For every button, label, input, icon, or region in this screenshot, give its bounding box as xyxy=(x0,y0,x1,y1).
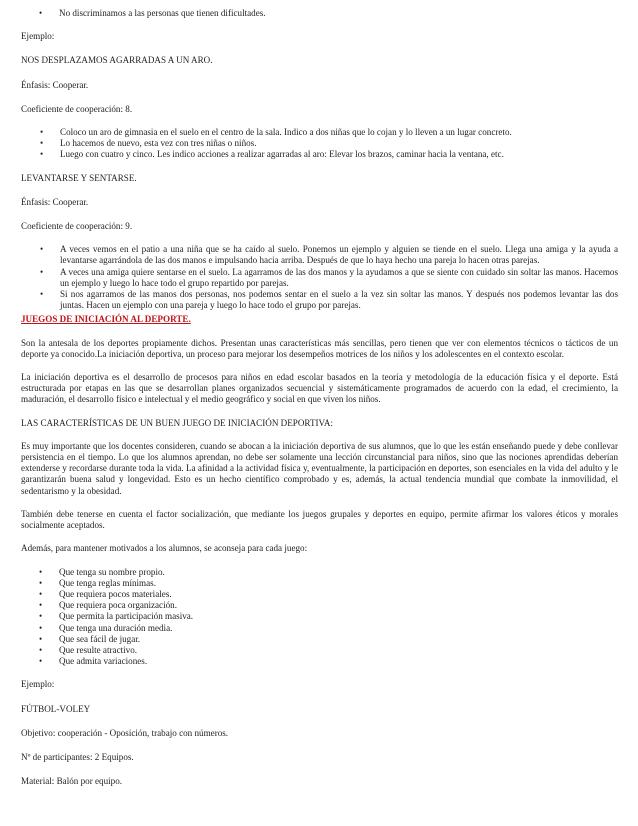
list-item: • Que admita variaciones. xyxy=(59,656,618,667)
body-paragraph: También debe tenerse en cuenta el factor socialización, que mediante los juegos grupales y deportes en equipo, permite afirmar los valores éticos y morales socialmente aceptados. xyxy=(21,508,618,531)
section-heading: JUEGOS DE INICIACIÓN AL DEPORTE. xyxy=(21,314,191,325)
list-item: • A veces una amiga quiere sentarse en el suelo. La agarramos de las dos manos y la ayudamos a que se siente con cuidado sin soltar las manos. Hacemos un ejemplo y luego lo hace todo el grupo repartido por parejas. xyxy=(60,267,618,289)
game-participants: Nº de participantes: 2 Equipos. xyxy=(21,751,134,762)
list-item: • Que permita la participación masiva. xyxy=(59,611,618,622)
list-item: • Luego con cuatro y cinco. Les indico acciones a realizar agarradas al aro: Elevar los brazos, caminar hacia la ventana, etc. xyxy=(60,149,618,160)
list-item: • Que sea fácil de jugar. xyxy=(59,634,618,645)
game-title: NOS DESPLAZAMOS AGARRADAS A UN ARO. xyxy=(21,55,213,66)
list-item: • Coloco un aro de gimnasia en el suelo en el centro de la sala. Indico a dos niñas que lo cojan y lo lleven a un lugar concreto. xyxy=(60,127,618,138)
list-item: • Que requiera poca organización. xyxy=(59,600,618,611)
game-steps-list xyxy=(21,244,618,311)
list-item: • Si nos agarramos de las manos dos personas, nos podemos sentar en el suelo a la vez sin soltar las manos. Y después nos podemos levantar las dos juntas. Hacen un ejemplo con una pareja y luego lo hace todo el grupo por parejas. xyxy=(60,289,618,311)
example-label: Ejemplo: xyxy=(21,679,55,690)
list-item: • Que tenga reglas mínimas. xyxy=(59,578,618,589)
game-title: LEVANTARSE Y SENTARSE. xyxy=(21,172,137,183)
game-emphasis: Énfasis: Cooperar. xyxy=(21,196,89,207)
list-item: • Lo hacemos de nuevo, esta vez con tres niñas o niños. xyxy=(60,138,618,149)
list-item: • A veces vemos en el patio a una niña que se ha caído al suelo. Ponemos un ejemplo y alguien se tiende en el suelo. Llega una amiga y la ayuda a levantarse agarrándola de las dos manos e impulsando hacia arriba. Después de que lo haya hecho una pareja lo hacen otras parejas. xyxy=(60,244,618,266)
top-bullet-list xyxy=(21,8,618,19)
list-item: • Que tenga su nombre propio. xyxy=(59,567,618,578)
list-item: • Que tenga una duración media. xyxy=(59,623,618,634)
list-item: • Que requiera pocos materiales. xyxy=(59,589,618,600)
example-label: Ejemplo: xyxy=(21,31,55,42)
list-item: • No discriminamos a las personas que tienen dificultades. xyxy=(59,8,618,19)
body-paragraph: Además, para mantener motivados a los alumnos, se aconseja para cada juego: xyxy=(21,543,308,554)
body-paragraph: La iniciación deportiva es el desarrollo de procesos para niños en edad escolar basados en la teoría y metodología de la educación física y el deporte. Está estructurada por etapas en las que se desarrollan planes organizados secuencial y sistemáticamente programados de acuerdo con la edad, el crecimiento, la maduración, el desarrollo físico e intelectual y el medio geográfico y social en que viven los niños. xyxy=(21,372,618,405)
game-material: Material: Balón por equipo. xyxy=(21,776,123,787)
game-coefficient: Coeficiente de cooperación: 9. xyxy=(21,221,133,232)
body-paragraph: Es muy importante que los docentes consideren, cuando se abocan a la iniciación deportiva de sus alumnos, que lo que les están enseñando puede y debe conllevar persistencia en el tiempo. Lo que los alumnos aprendan, no debe ser solamente una lección circunstancial para niños, sino que las nociones aprendidas deberían extenderse y recordarse durante toda la vida. La afinidad a la actividad física y, eventualmente, la participación en deportes, son esenciales en la vida del adulto y le garantizarán buena salud y longevidad. Esto es un hecho científico comprobado y es, además, la actual tendencia mundial que combate la inmovilidad, el sedentarismo y la obesidad. xyxy=(21,440,618,496)
body-paragraph: Son la antesala de los deportes propiamente dichos. Presentan unas características más sencillas, pero tienen que ver con elementos técnicos o tácticos de un deporte ya conocido.La iniciación deportiva, un proceso para mejorar los desempeños motrices de los niños y los adolescentes en el contexto escolar. xyxy=(21,337,618,359)
game-title: FÚTBOL-VOLEY xyxy=(21,703,91,714)
game-emphasis: Énfasis: Cooperar. xyxy=(21,79,89,90)
subsection-heading: LAS CARACTERÍSTICAS DE UN BUEN JUEGO DE INICIACIÓN DEPORTIVA: xyxy=(21,417,334,428)
game-coefficient: Coeficiente de cooperación: 8. xyxy=(21,103,133,114)
advice-list xyxy=(21,567,618,668)
game-steps-list xyxy=(21,127,618,161)
game-objective: Objetivo: cooperación - Oposición, trabajo con números. xyxy=(21,727,229,738)
list-item: • Que resulte atractivo. xyxy=(59,645,618,656)
